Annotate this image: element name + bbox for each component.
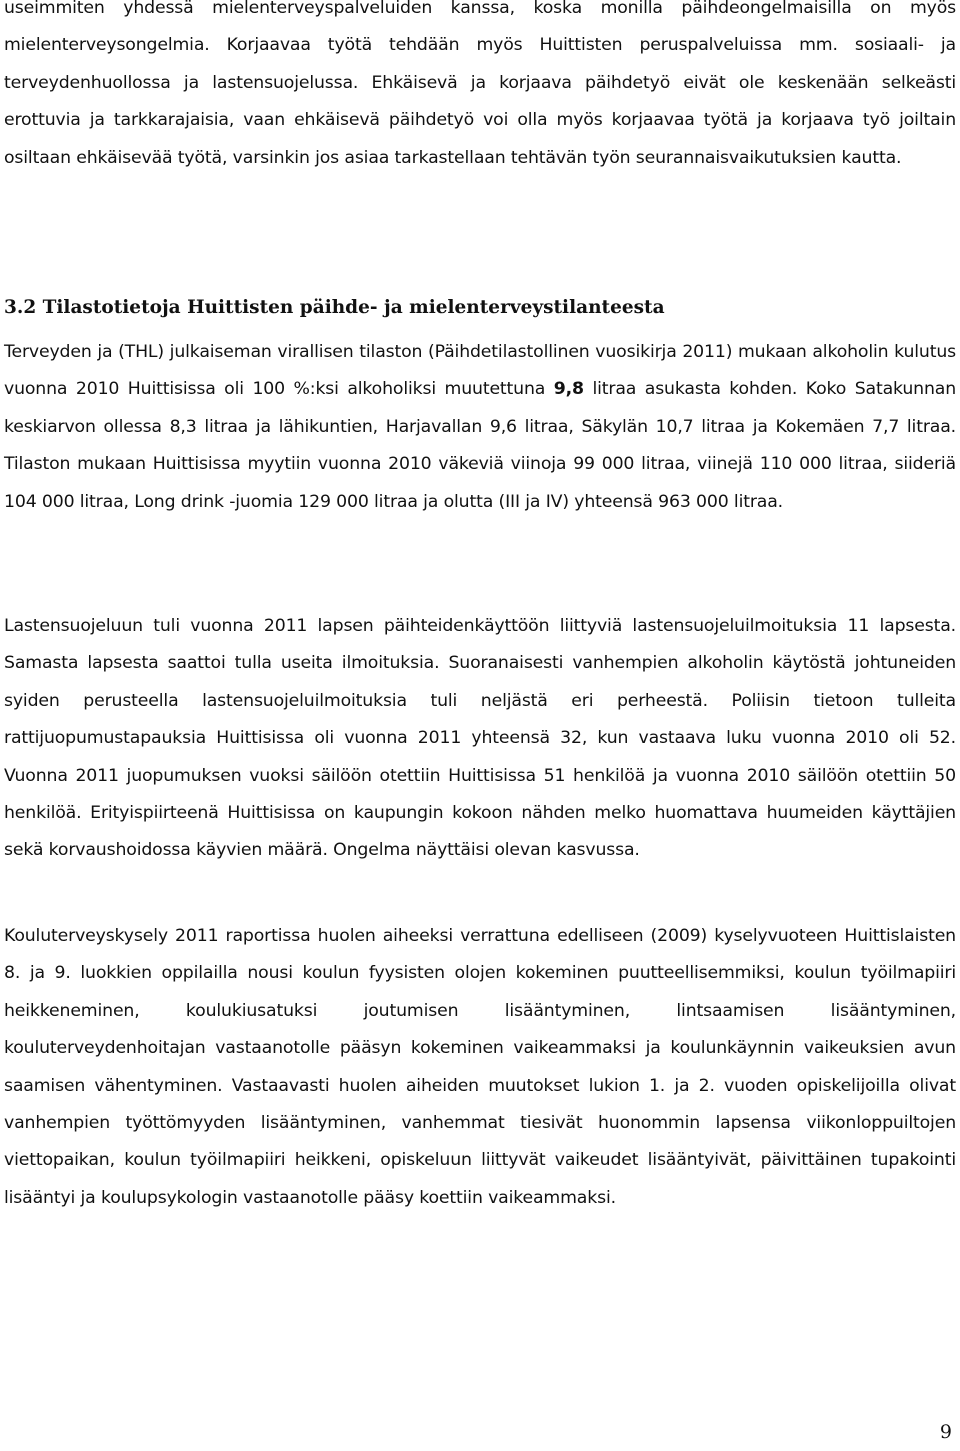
paragraph-intro: useimmiten yhdessä mielenterveyspalveluiden kanssa, koska monilla päihdeongelmaisilla on myös mielenterveysongelmia. Korjaavaa työtä tehdään myös Huittisten peruspalveluissa mm. sosiaali- ja terveydenhuollossa ja lastensuojelussa. Ehkäisevä ja korjaava päihdetyö eivät ole keskenään selkeästi erottuvia ja tarkkarajaisia, vaan ehkäisevä päihdetyö voi olla myös korjaavaa työtä ja korjaava työ joiltain osiltaan ehkäisevää työtä, varsinkin jos asiaa tarkastellaan tehtävän työn seurannaisvaikutuksien kautta. bbox=[4, 0, 956, 168]
paragraph-alcohol-statistics bbox=[4, 334, 956, 521]
page-number: 9 bbox=[939, 1421, 952, 1443]
paragraph-school-health-survey: Kouluterveyskysely 2011 raportissa huolen aiheeksi verrattuna edelliseen (2009) kyselyvuoteen Huittislaisten 8. ja 9. luokkien oppilailla nousi koulun fyysisten olojen kokeminen puutteellisemmiksi, koulun työilmapiiri heikkeneminen, koulukiusatuksi joutumisen lisääntyminen, lintsaamisen lisääntyminen, kouluterveydenhoitajan vastaanotolle pääsyn kokeminen vaikeammaksi ja koulunkäynnin vaikeuksien avun saamisen vähentyminen. Vastaavasti huolen aiheiden muutokset lukion 1. ja 2. vuoden opiskelijoilla olivat vanhempien työttömyyden lisääntyminen, vanhemmat tiesivät huonommin lapsensa viikonloppuiltojen viettopaikan, koulun työilmapiiri heikkeni, opiskeluun liittyvät vaikeudet lisääntyivät, päivittäinen tupakointi lisääntyi ja koulupsykologin vastaanotolle pääsy koettiin vaikeammaksi. bbox=[4, 926, 956, 1208]
section-heading: 3.2 Tilastotietoja Huittisten päihde- ja mielenterveystilanteesta bbox=[4, 297, 665, 318]
paragraph-alcohol-statistics-text-end: litraa asukasta kohden. Koko Satakunnan keskiarvon ollessa 8,3 litraa ja lähikuntien, Harjavallan 9,6 litraa, Säkylän 10,7 litraa ja Kokemäen 7,7 litraa. Tilaston mukaan Huittisissa myytiin vuonna 2010 väkeviä viinoja 99 000 litraa, viinejä 110 000 litraa, siideriä 104 000 litraa, Long drink -juomia 129 000 litraa ja olutta (III ja IV) yhteensä 963 000 litraa. bbox=[4, 379, 956, 512]
alcohol-consumption-value: 9,8 bbox=[553, 379, 584, 400]
paragraph-child-protection: Lastensuojeluun tuli vuonna 2011 lapsen päihteidenkäyttöön liittyviä lastensuojeluilmoituksia 11 lapsesta. Samasta lapsesta saattoi tulla useita ilmoituksia. Suoranaisesti vanhempien alkoholin käytöstä johtuneiden syiden perusteella lastensuojeluilmoituksia tuli neljästä eri perheestä. Poliisin tietoon tulleita rattijuopumustapauksia Huittisissa oli vuonna 2011 yhteensä 32, kun vastaava luku vuonna 2010 oli 52. Vuonna 2011 juopumuksen vuoksi säilöön otettiin Huittisissa 51 henkilöä ja vuonna 2010 säilöön otettiin 50 henkilöä. Erityispiirteenä Huittisissa on kaupungin kokoon nähden melko huomattava huumeiden käyttäjien sekä korvaushoidossa käyvien määrä. Ongelma näyttäisi olevan kasvussa. bbox=[4, 616, 956, 861]
paragraph-alcohol-statistics-text-start: Terveyden ja (THL) julkaiseman virallisen tilaston (Päihdetilastollinen vuosikirja 2011) mukaan alkoholin kulutus vuonna 2010 Huittisissa oli 100 %:ksi alkoholiksi muutettuna bbox=[4, 342, 956, 400]
